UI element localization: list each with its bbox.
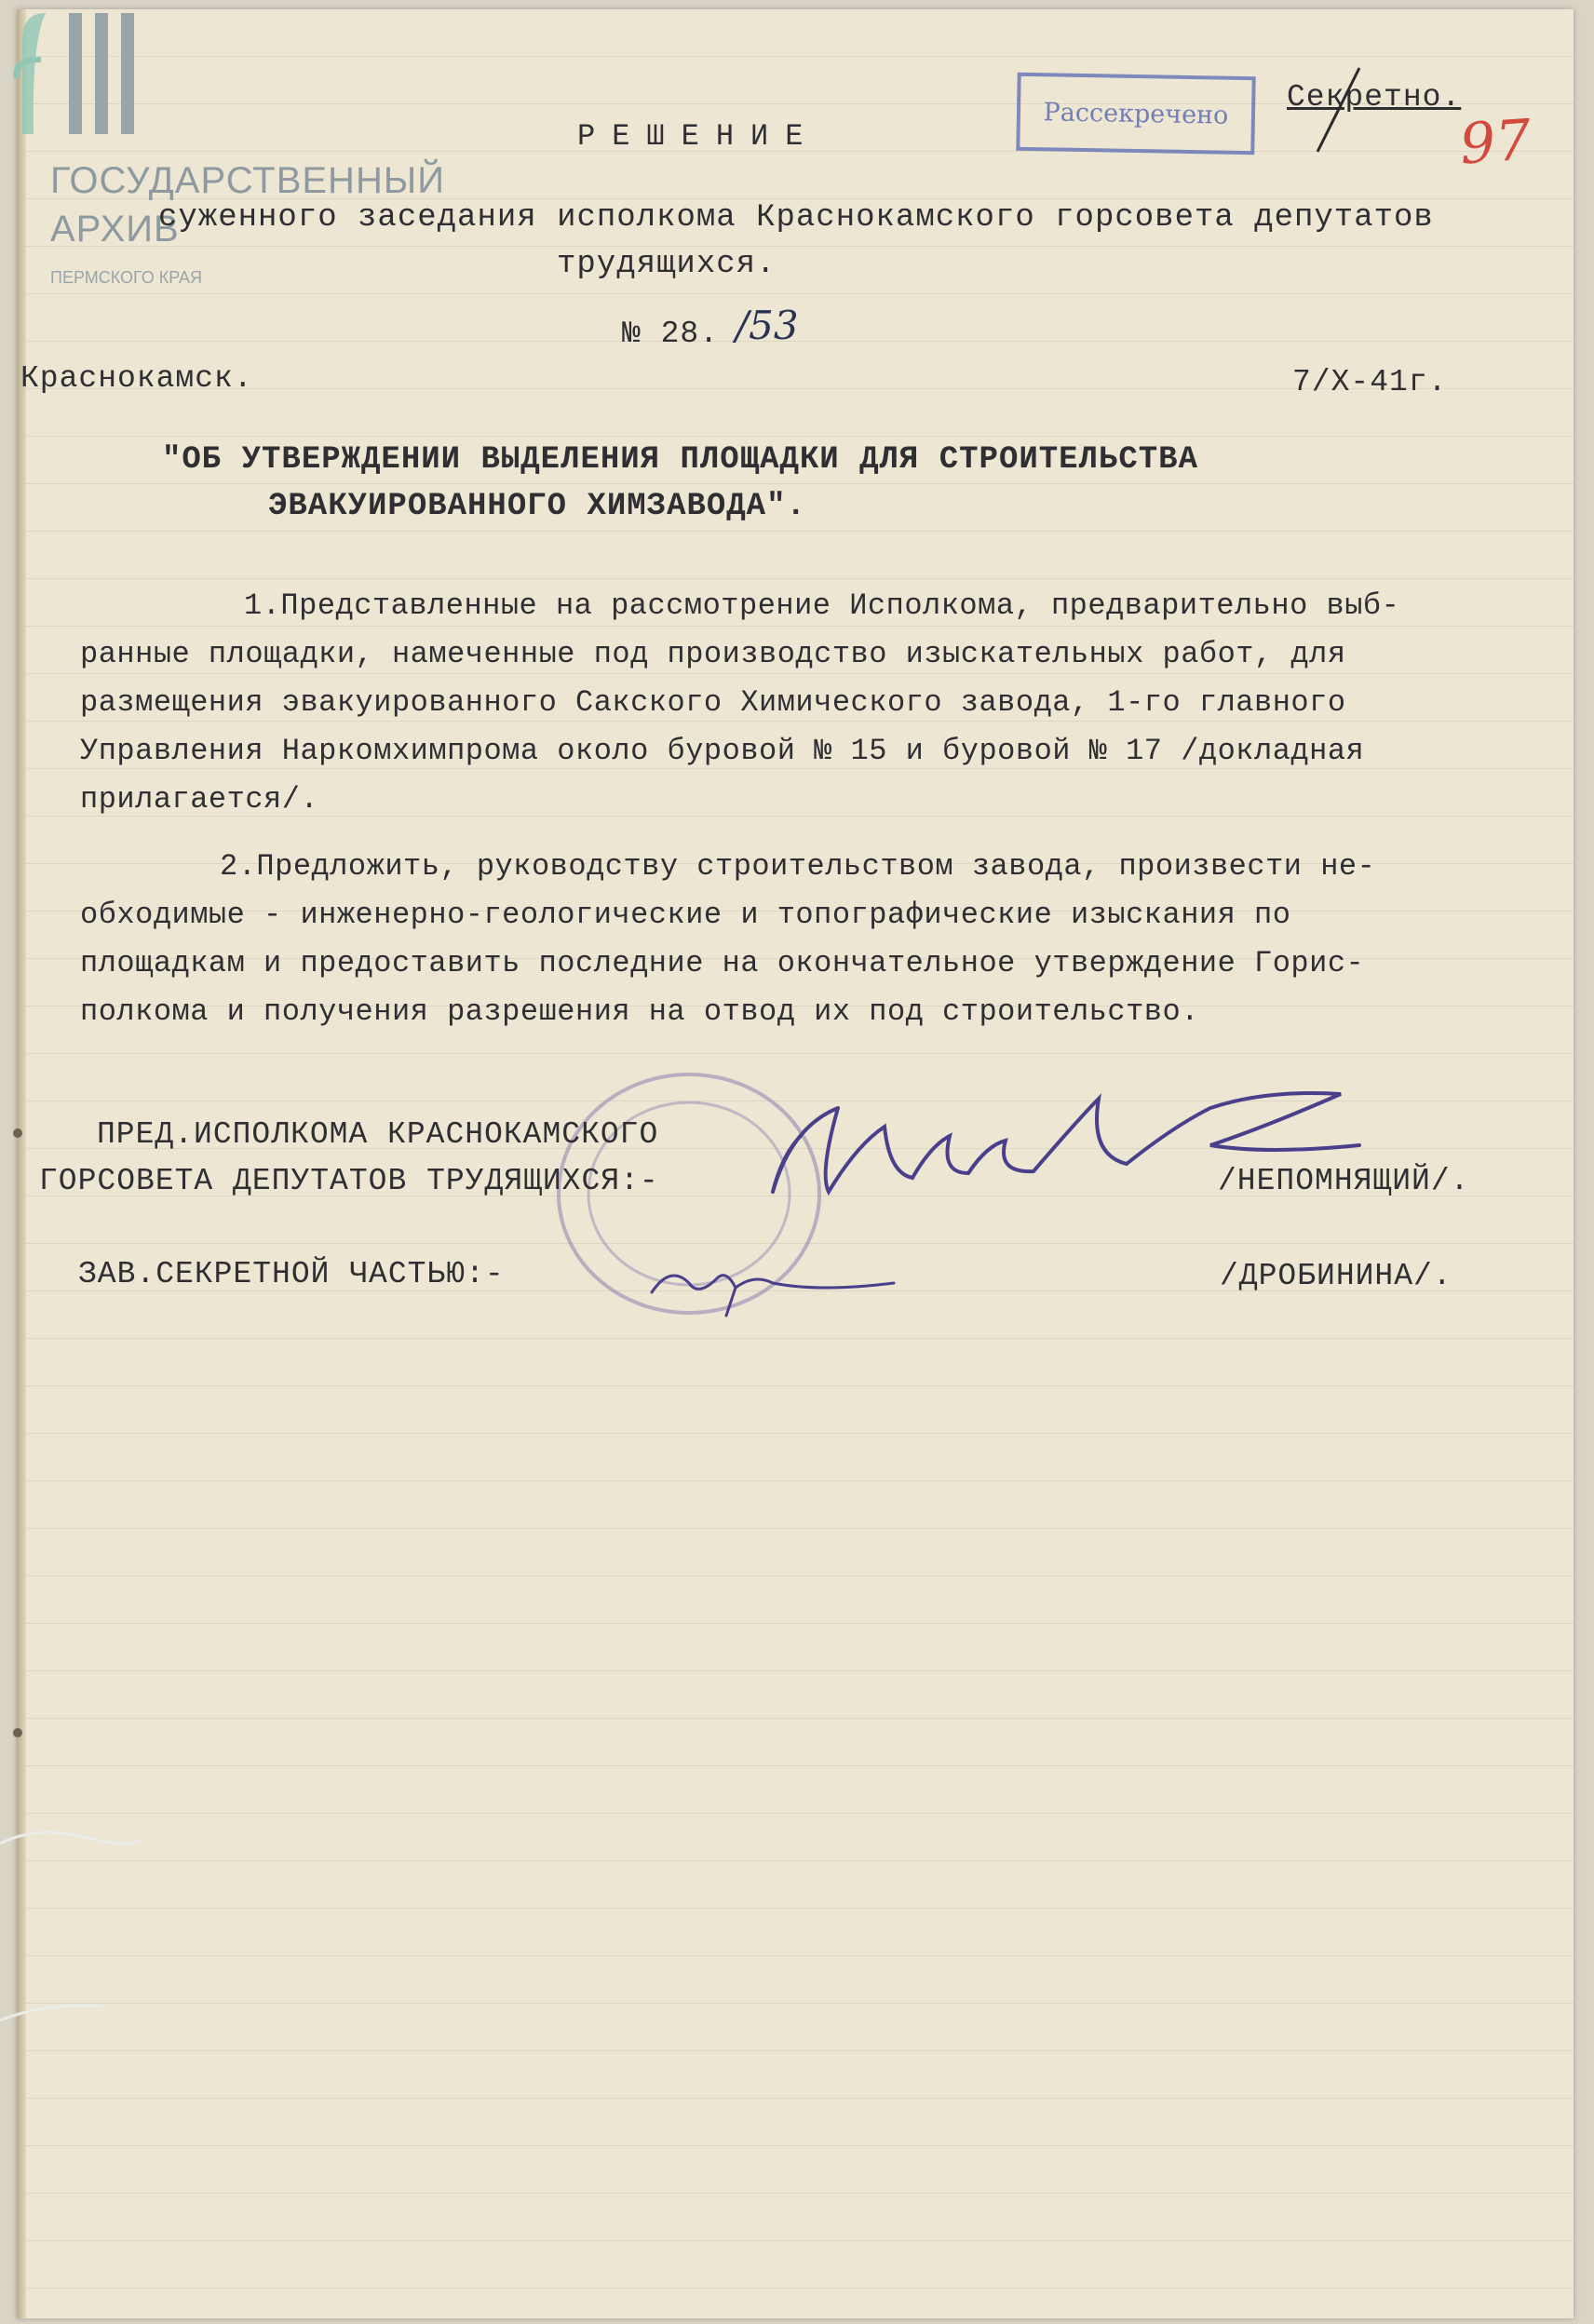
- chair-title: ПРЕД.ИСПОЛКОМА КРАСНОКАМСКОГО: [97, 1117, 659, 1152]
- archive-logo-icon: [4, 4, 143, 143]
- secretary-name: /ДРОБИНИНА/.: [1220, 1259, 1452, 1293]
- archive-watermark: [4, 4, 445, 292]
- paragraph-line: размещения эвакуированного Сакского Химического завода, 1-го главного: [80, 685, 1346, 720]
- watermark-line1: ГОСУДАРСТВЕННЫЙ: [50, 160, 445, 201]
- secretary-signature: [633, 1246, 912, 1320]
- paragraph-line: 2.Предложить, руководству строительством завода, произвести не-: [220, 849, 1376, 884]
- paragraph-line: площадкам и предоставить последние на окончательное утверждение Горис-: [80, 946, 1365, 980]
- paragraph-1: [80, 582, 1542, 824]
- chair-title-cont: ГОРСОВЕТА ДЕПУТАТОВ ТРУДЯЩИХСЯ:-: [39, 1164, 659, 1198]
- document-date: 7/Х-41г.: [1292, 365, 1448, 399]
- chair-name: /НЕПОМНЯЩИЙ/.: [1218, 1164, 1470, 1198]
- handwritten-number: /53: [736, 303, 799, 348]
- paragraph-line: полкома и получения разрешения на отвод их под строительство.: [80, 994, 1199, 1029]
- document-subtitle: суженного заседания исполкома Краснокамского горсовета депутатов: [158, 200, 1434, 236]
- chair-signature: [689, 1071, 1397, 1229]
- document-city: Краснокамск.: [20, 361, 253, 396]
- strike-mark: [1313, 63, 1369, 156]
- paragraph-line: прилагается/.: [80, 782, 319, 817]
- binding-hole: [13, 1128, 22, 1138]
- paragraph-line: обходимые - инженерно-геологические и топографические изыскания по: [80, 898, 1291, 932]
- subject-heading: "ОБ УТВЕРЖДЕНИИ ВЫДЕЛЕНИЯ ПЛОЩАДКИ ДЛЯ СТРОИТЕЛЬСТВА: [162, 442, 1198, 478]
- binding-edge: [17, 9, 26, 2318]
- declassified-stamp: Рассекречено: [1016, 73, 1255, 155]
- document-subtitle-cont: трудящихся.: [557, 247, 777, 282]
- binding-thread: [0, 1820, 140, 1858]
- watermark-line3: ПЕРМСКОГО КРАЯ: [50, 268, 203, 287]
- secret-mark: Секретно.: [1287, 80, 1462, 115]
- subject-heading-cont: ЭВАКУИРОВАННОГО ХИМЗАВОДА".: [268, 489, 806, 524]
- binding-thread: [0, 1993, 140, 2030]
- paragraph-2: [80, 843, 1542, 1036]
- paragraph-line: Управления Наркомхимпрома около буровой № 15 и буровой № 17 /докладная: [80, 734, 1365, 768]
- binding-hole: [13, 1728, 22, 1737]
- watermark-line2: АРХИВ: [50, 209, 180, 250]
- document-title: РЕШЕНИЕ: [577, 119, 820, 154]
- document-number: № 28.: [622, 317, 720, 351]
- folio-number: 97: [1457, 107, 1533, 178]
- paragraph-line: 1.Представленные на рассмотрение Исполкома, предварительно выб-: [244, 588, 1400, 623]
- secretary-title: ЗАВ.СЕКРЕТНОЙ ЧАСТЬЮ:-: [78, 1257, 505, 1291]
- paragraph-line: ранные площадки, намеченные под производство изыскательных работ, для: [80, 637, 1346, 671]
